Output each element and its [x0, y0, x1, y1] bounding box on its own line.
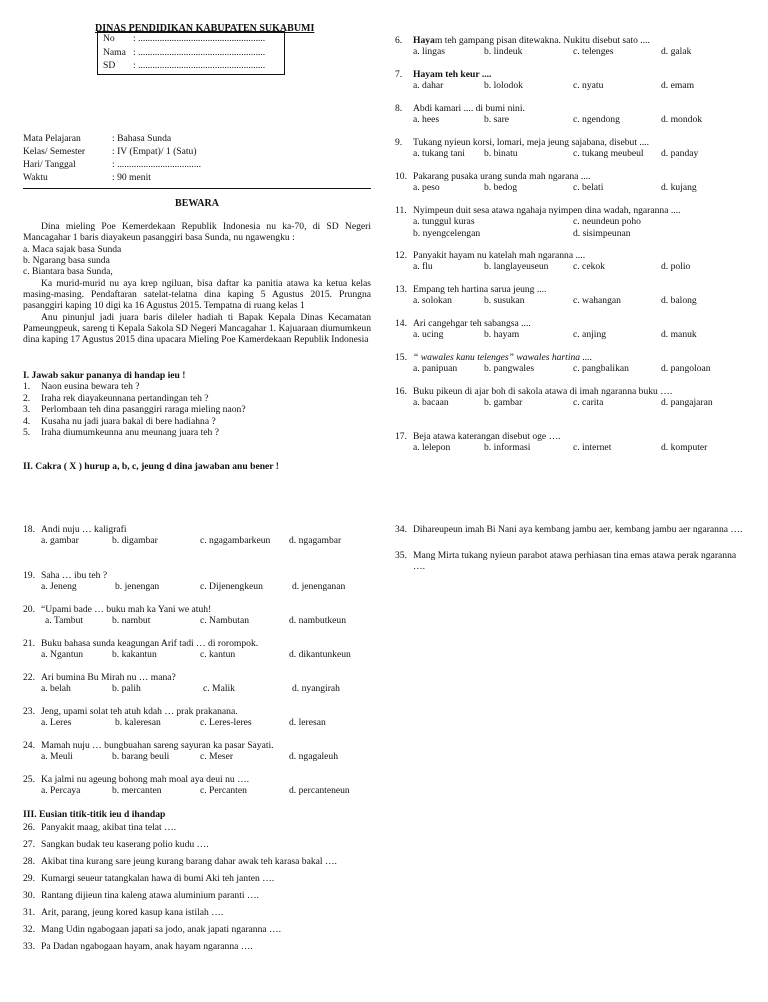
question-row	[23, 427, 371, 439]
question-text: Saha … ibu teh ?	[41, 570, 108, 581]
option-d: d. jenenganan	[292, 581, 346, 593]
option-b: b. barang beuli	[112, 751, 170, 763]
option-b: b. langlayeuseun	[484, 261, 549, 273]
essay-row	[23, 856, 383, 873]
question-number: 4.	[23, 415, 31, 427]
option-a: a. dahar	[413, 80, 444, 92]
option-a: a. lelepon	[413, 442, 451, 454]
option-a: a. tunggul kuras	[413, 216, 475, 228]
option-c: c. cekok	[573, 261, 605, 273]
question-text-bold: Hayam teh keur ....	[413, 69, 492, 80]
option-a: a. ucing	[413, 329, 444, 341]
question-number: 27.	[23, 839, 35, 850]
id-value: : .....................................................	[133, 46, 266, 58]
id-row-sd	[103, 60, 279, 74]
question-number: 28.	[23, 856, 35, 867]
question-row	[23, 393, 371, 405]
option-d: d. pangoloan	[661, 363, 711, 375]
bewara-paragraph: Dina mieling Poe Kemerdekaan Republik Indonesia nu ka-70, di SD Negeri Mancagahar 1 baris diayakeun pasanggiri basa Sunda, nu ngawengku :	[23, 221, 371, 244]
mc-question-13	[395, 284, 755, 307]
essay-question-34	[395, 524, 750, 535]
question-text: Pakarang pusaka urang sunda mah ngarana ....	[413, 171, 591, 182]
option-b: b. jenengan	[115, 581, 160, 593]
question-text: Sangkan budak teu kaserang polio kudu ….	[41, 839, 209, 850]
bewara-title: BEWARA	[175, 198, 219, 209]
option-c: c. Meser	[200, 751, 234, 763]
option-b: b. bedog	[484, 182, 518, 194]
question-number: 16.	[395, 386, 407, 397]
option-c: c. ngagambarkeun	[200, 535, 271, 547]
option-d: d. percanteneun	[289, 785, 350, 797]
id-label: SD	[103, 60, 116, 71]
mc-question-15	[395, 352, 755, 375]
mc-question-9	[395, 137, 755, 160]
mc-question-24	[23, 740, 383, 763]
question-row	[23, 404, 371, 416]
option-a: a. Ngantun	[41, 649, 84, 661]
option-a: a. bacaan	[413, 397, 449, 409]
option-a: a. Tambut	[45, 615, 84, 627]
question-text: Panyakit maag, akibat tina telat ….	[41, 822, 177, 833]
question-text: Kumargi seueur tatangkalan hawa di bumi Aki teh janten ….	[41, 873, 275, 884]
question-number: 25.	[23, 774, 35, 785]
question-text: Beja atawa katerangan disebut oge ….	[413, 431, 561, 442]
option-b: b. kakantun	[112, 649, 157, 661]
option-d: d. ngagaleuh	[289, 751, 339, 763]
question-number: 22.	[23, 672, 35, 683]
option-c: c. Percanten	[200, 785, 247, 797]
question-number: 29.	[23, 873, 35, 884]
mc-question-8	[395, 103, 755, 126]
id-row-nama	[103, 47, 279, 61]
option-c: c. anjing	[573, 329, 607, 341]
question-number: 8.	[395, 103, 403, 114]
exam-info	[23, 133, 201, 185]
info-label: Hari/ Tanggal	[23, 159, 76, 170]
question-text: Naon eusina bewara teh ?	[41, 381, 140, 393]
question-text: Buku bahasa sunda keagungan Arif tadi … di rorompok.	[41, 638, 259, 649]
question-number: 35.	[395, 550, 407, 561]
option-c: c. pangbalikan	[573, 363, 629, 375]
essay-row	[23, 907, 383, 924]
mc-question-22	[23, 672, 383, 695]
mc-question-14	[395, 318, 755, 341]
option-c: c. wahangan	[573, 295, 621, 307]
option-b: b. kaleresan	[115, 717, 161, 729]
question-text: Iraha diumumkeunna anu meunang juara teh ?	[41, 427, 219, 439]
option-b: b. binatu	[484, 148, 518, 160]
section-3-title: III. Eusian titik-titik ieu d ihandap	[23, 809, 166, 820]
info-value: : IV (Empat)/ 1 (Satu)	[112, 146, 197, 157]
option-c: c. neundeun poho	[573, 216, 641, 228]
mc-question-6	[395, 35, 755, 58]
bewara-paragraph: Anu pinunjul jadi juara baris dileler hadiah ti Bapak Kepala Dinas Kecamatan Pameungpeuk, sareng ti Kepala Sakola SD Negeri Mancagahar 1. Kajuaraan diumumkeun dina kaping 17 Agustus 2015 dina upacara Mieling Poe Kamerdekaan Republik Indonesia	[23, 311, 371, 346]
option-b: b. sare	[484, 114, 510, 126]
question-text: Akibat tina kurang sare jeung kurang barang dahar awak teh karasa bakal ….	[41, 856, 337, 867]
option-c: c. ngendong	[573, 114, 620, 126]
question-number: 34.	[395, 524, 407, 535]
question-text: Tukang nyieun korsi, lomari, meja jeung sajabana, disebut ....	[413, 137, 649, 148]
option-a: a. Meuli	[41, 751, 73, 763]
id-label: No	[103, 33, 115, 44]
info-value: : Bahasa Sunda	[112, 133, 172, 144]
mc-question-20	[23, 604, 383, 627]
option-b: b. pangwales	[484, 363, 535, 375]
question-text: Mang Udin ngabogaan japati sa jodo, anak japati ngaranna ….	[41, 924, 282, 935]
question-text: Arit, parang, jeung kored kasup kana istilah ….	[41, 907, 224, 918]
option-c: c. belati	[573, 182, 604, 194]
question-text: Ari cangehgar teh sabangsa ....	[413, 318, 531, 329]
option-b: b. hayam	[484, 329, 520, 341]
question-text-bold: Haya	[413, 35, 435, 46]
essay-list	[23, 822, 383, 958]
option-c: c. carita	[573, 397, 604, 409]
option-a: a. flu	[413, 261, 433, 273]
option-a: a. Percaya	[41, 785, 81, 797]
question-row	[23, 381, 371, 393]
mc-question-10	[395, 171, 755, 194]
option-d: d. ngagambar	[289, 535, 342, 547]
option-b: b. lindeuk	[484, 46, 523, 58]
question-number: 7.	[395, 69, 403, 80]
option-d: d. polio	[661, 261, 691, 273]
question-number: 10.	[395, 171, 407, 182]
identity-box	[97, 31, 285, 75]
option-d: d. pangajaran	[661, 397, 713, 409]
question-number: 26.	[23, 822, 35, 833]
question-number: 13.	[395, 284, 407, 295]
question-text: m teh gampang pisan ditewakna. Nukitu disebut sato ....	[434, 35, 650, 46]
question-text: Mamah nuju … bungbuahan sareng sayuran ka pasar Sayati.	[41, 740, 274, 751]
question-number: 23.	[23, 706, 35, 717]
page-title: DINAS PENDIDIKAN KABUPATEN SUKABUMI	[95, 23, 315, 34]
question-text: Mang Mirta tukang nyieun parabot atawa perhiasan tina emas atawa perak ngaranna ….	[413, 550, 737, 573]
option-d: d. emam	[661, 80, 695, 92]
option-b: b. digambar	[112, 535, 158, 547]
essay-row	[23, 890, 383, 907]
option-a: a. tukang tani	[413, 148, 465, 160]
question-number: 15.	[395, 352, 407, 363]
question-number: 30.	[23, 890, 35, 901]
info-row	[23, 146, 201, 159]
id-row-no	[103, 33, 279, 47]
option-c: c. tukang meubeul	[573, 148, 644, 160]
option-d: d. galak	[661, 46, 692, 58]
question-number: 31.	[23, 907, 35, 918]
question-number: 33.	[23, 941, 35, 952]
question-text: Jeng, upami solat teh atuh kdah … prak prakanana.	[41, 706, 238, 717]
option-a: a. lingas	[413, 46, 445, 58]
question-text: Iraha rek diayakeunnana pertandingan teh ?	[41, 392, 209, 404]
divider	[23, 188, 371, 189]
option-a: a. Leres	[41, 717, 72, 729]
question-number: 2.	[23, 392, 31, 404]
option-c: c. telenges	[573, 46, 614, 58]
info-label: Mata Pelajaran	[23, 133, 81, 144]
essay-row	[23, 839, 383, 856]
mc-question-16	[395, 386, 755, 409]
option-b: b. mercanten	[112, 785, 162, 797]
question-number: 14.	[395, 318, 407, 329]
option-d: d. panday	[661, 148, 699, 160]
question-number: 20.	[23, 604, 35, 615]
question-text: Buku pikeun di ajar boh di sakola atawa di imah ngaranna buku ….	[413, 386, 673, 397]
question-text: Pa Dadan ngabogaan hayam, anak hayam ngaranna ….	[41, 941, 253, 952]
option-b: b. nyengcelengan	[413, 228, 481, 240]
option-d: d. balong	[661, 295, 697, 307]
option-d: d. kujang	[661, 182, 697, 194]
question-text: “ wawales kanu telenges” wawales hartina ....	[413, 352, 593, 363]
id-value: : .....................................................	[133, 60, 266, 71]
mc-question-19	[23, 570, 383, 593]
essay-row	[23, 873, 383, 890]
section-2-title: II. Cakra ( X ) hurup a, b, c, jeung d dina jawaban anu bener !	[23, 461, 279, 472]
question-number: 3.	[23, 404, 31, 416]
question-text: Nyimpeun duit sesa atawa ngahaja nyimpen dina wadah, ngaranna ....	[413, 205, 681, 216]
option-d: d. leresan	[289, 717, 326, 729]
mc-question-18	[23, 524, 383, 547]
question-text: Perlombaan teh dina pasanggiri raraga mieling naon?	[41, 404, 246, 416]
section-1	[23, 370, 371, 439]
mc-question-7	[395, 69, 755, 92]
option-a: a. gambar	[41, 535, 79, 547]
option-c: c. Nambutan	[200, 615, 250, 627]
option-b: b. palih	[112, 683, 141, 695]
question-number: 17.	[395, 431, 407, 442]
question-text: Dihareupeun imah Bi Nani aya kembang jambu aer, kembang jambu aer ngaranna ….	[413, 524, 743, 535]
option-d: d. komputer	[661, 442, 708, 454]
question-number: 6.	[395, 35, 403, 46]
essay-question-35	[395, 550, 750, 573]
question-text: Andi nuju … kaligrafi	[41, 524, 127, 535]
question-number: 19.	[23, 570, 35, 581]
question-number: 5.	[23, 427, 31, 439]
question-text: Ari bumina Bu Mirah nu … mana?	[41, 672, 176, 683]
option-a: a. belah	[41, 683, 71, 695]
section-title: I. Jawab sakur pananya di handap ieu !	[23, 370, 186, 381]
question-text: Panyakit hayam nu katelah mah ngaranna ....	[413, 250, 586, 261]
id-value: : .....................................................	[133, 33, 266, 44]
option-c: c. Leres-leres	[200, 717, 252, 729]
info-label: Waktu	[23, 172, 48, 183]
question-number: 24.	[23, 740, 35, 751]
question-number: 32.	[23, 924, 35, 935]
question-text: Empang teh hartina sarua jeung ....	[413, 284, 547, 295]
option-b: b. lolodok	[484, 80, 523, 92]
option-d: d. sisimpeunan	[573, 228, 631, 240]
essay-row	[23, 941, 383, 958]
question-text: Rantang dijieun tina kaleng atawa aluminium paranti ….	[41, 890, 259, 901]
option-c: c. Dijenengkeun	[200, 581, 263, 593]
option-a: a. solokan	[413, 295, 452, 307]
bewara-item: c. Biantara basa Sunda,	[23, 266, 113, 278]
question-text: Kusaha nu jadi juara bakal di bere hadiahna ?	[41, 415, 216, 427]
essay-row	[23, 822, 383, 839]
option-d: d. nambutkeun	[289, 615, 347, 627]
option-b: b. nambut	[112, 615, 151, 627]
option-c: c. kantun	[200, 649, 236, 661]
option-a: a. Jeneng	[41, 581, 77, 593]
question-row	[23, 416, 371, 428]
option-a: a. hees	[413, 114, 440, 126]
id-label: Nama	[103, 46, 126, 58]
question-text: “Upami bade … buku mah ka Yani we atuh!	[41, 604, 212, 615]
question-text: Ka jalmi nu ageung bohong mah moal aya deui nu ….	[41, 774, 250, 785]
question-number: 12.	[395, 250, 407, 261]
option-c: c. nyatu	[573, 80, 604, 92]
option-b: b. gambar	[484, 397, 523, 409]
option-b: b. informasi	[484, 442, 531, 454]
bewara-item: b. Ngarang basa sunda	[23, 254, 110, 266]
question-text: Abdi kamari .... di bumi nini.	[413, 103, 525, 114]
option-d: d. nyangirah	[292, 683, 340, 695]
mc-question-23	[23, 706, 383, 729]
info-row	[23, 159, 201, 172]
option-d: d. manuk	[661, 329, 697, 341]
question-number: 11.	[395, 205, 407, 216]
option-d: d. dikantunkeun	[289, 649, 351, 661]
mc-question-12	[395, 250, 755, 273]
info-label: Kelas/ Semester	[23, 146, 86, 157]
bewara-item: a. Maca sajak basa Sunda	[23, 243, 122, 255]
option-c: c. Malik	[203, 683, 235, 695]
question-number: 1.	[23, 381, 31, 393]
bewara-text	[23, 221, 371, 345]
essay-row	[23, 924, 383, 941]
info-row	[23, 172, 201, 185]
option-a: a. panipuan	[413, 363, 458, 375]
option-a: a. peso	[413, 182, 440, 194]
question-number: 9.	[395, 137, 403, 148]
option-b: b. susukan	[484, 295, 525, 307]
info-value: : ...................................	[112, 159, 202, 170]
mc-question-11	[395, 205, 755, 240]
question-number: 21.	[23, 638, 35, 649]
info-row	[23, 133, 201, 146]
mc-question-17	[395, 431, 755, 454]
mc-question-21	[23, 638, 383, 661]
info-value: : 90 menit	[112, 172, 151, 183]
question-number: 18.	[23, 524, 35, 535]
option-d: d. mondok	[661, 114, 703, 126]
bewara-paragraph: Ka murid-murid nu aya krep ngiluan, bisa daftar ka panitia atawa ka ketua kelas masing-masing. Pendaftaran satelat-telatna dina kaping 5 Agustus 2015. Prungna pasanggiri kaping 10 digi ka 16 Agustus 2015. Tempatna di ruang kelas 1	[23, 277, 371, 312]
mc-question-25	[23, 774, 383, 797]
option-c: c. internet	[573, 442, 612, 454]
